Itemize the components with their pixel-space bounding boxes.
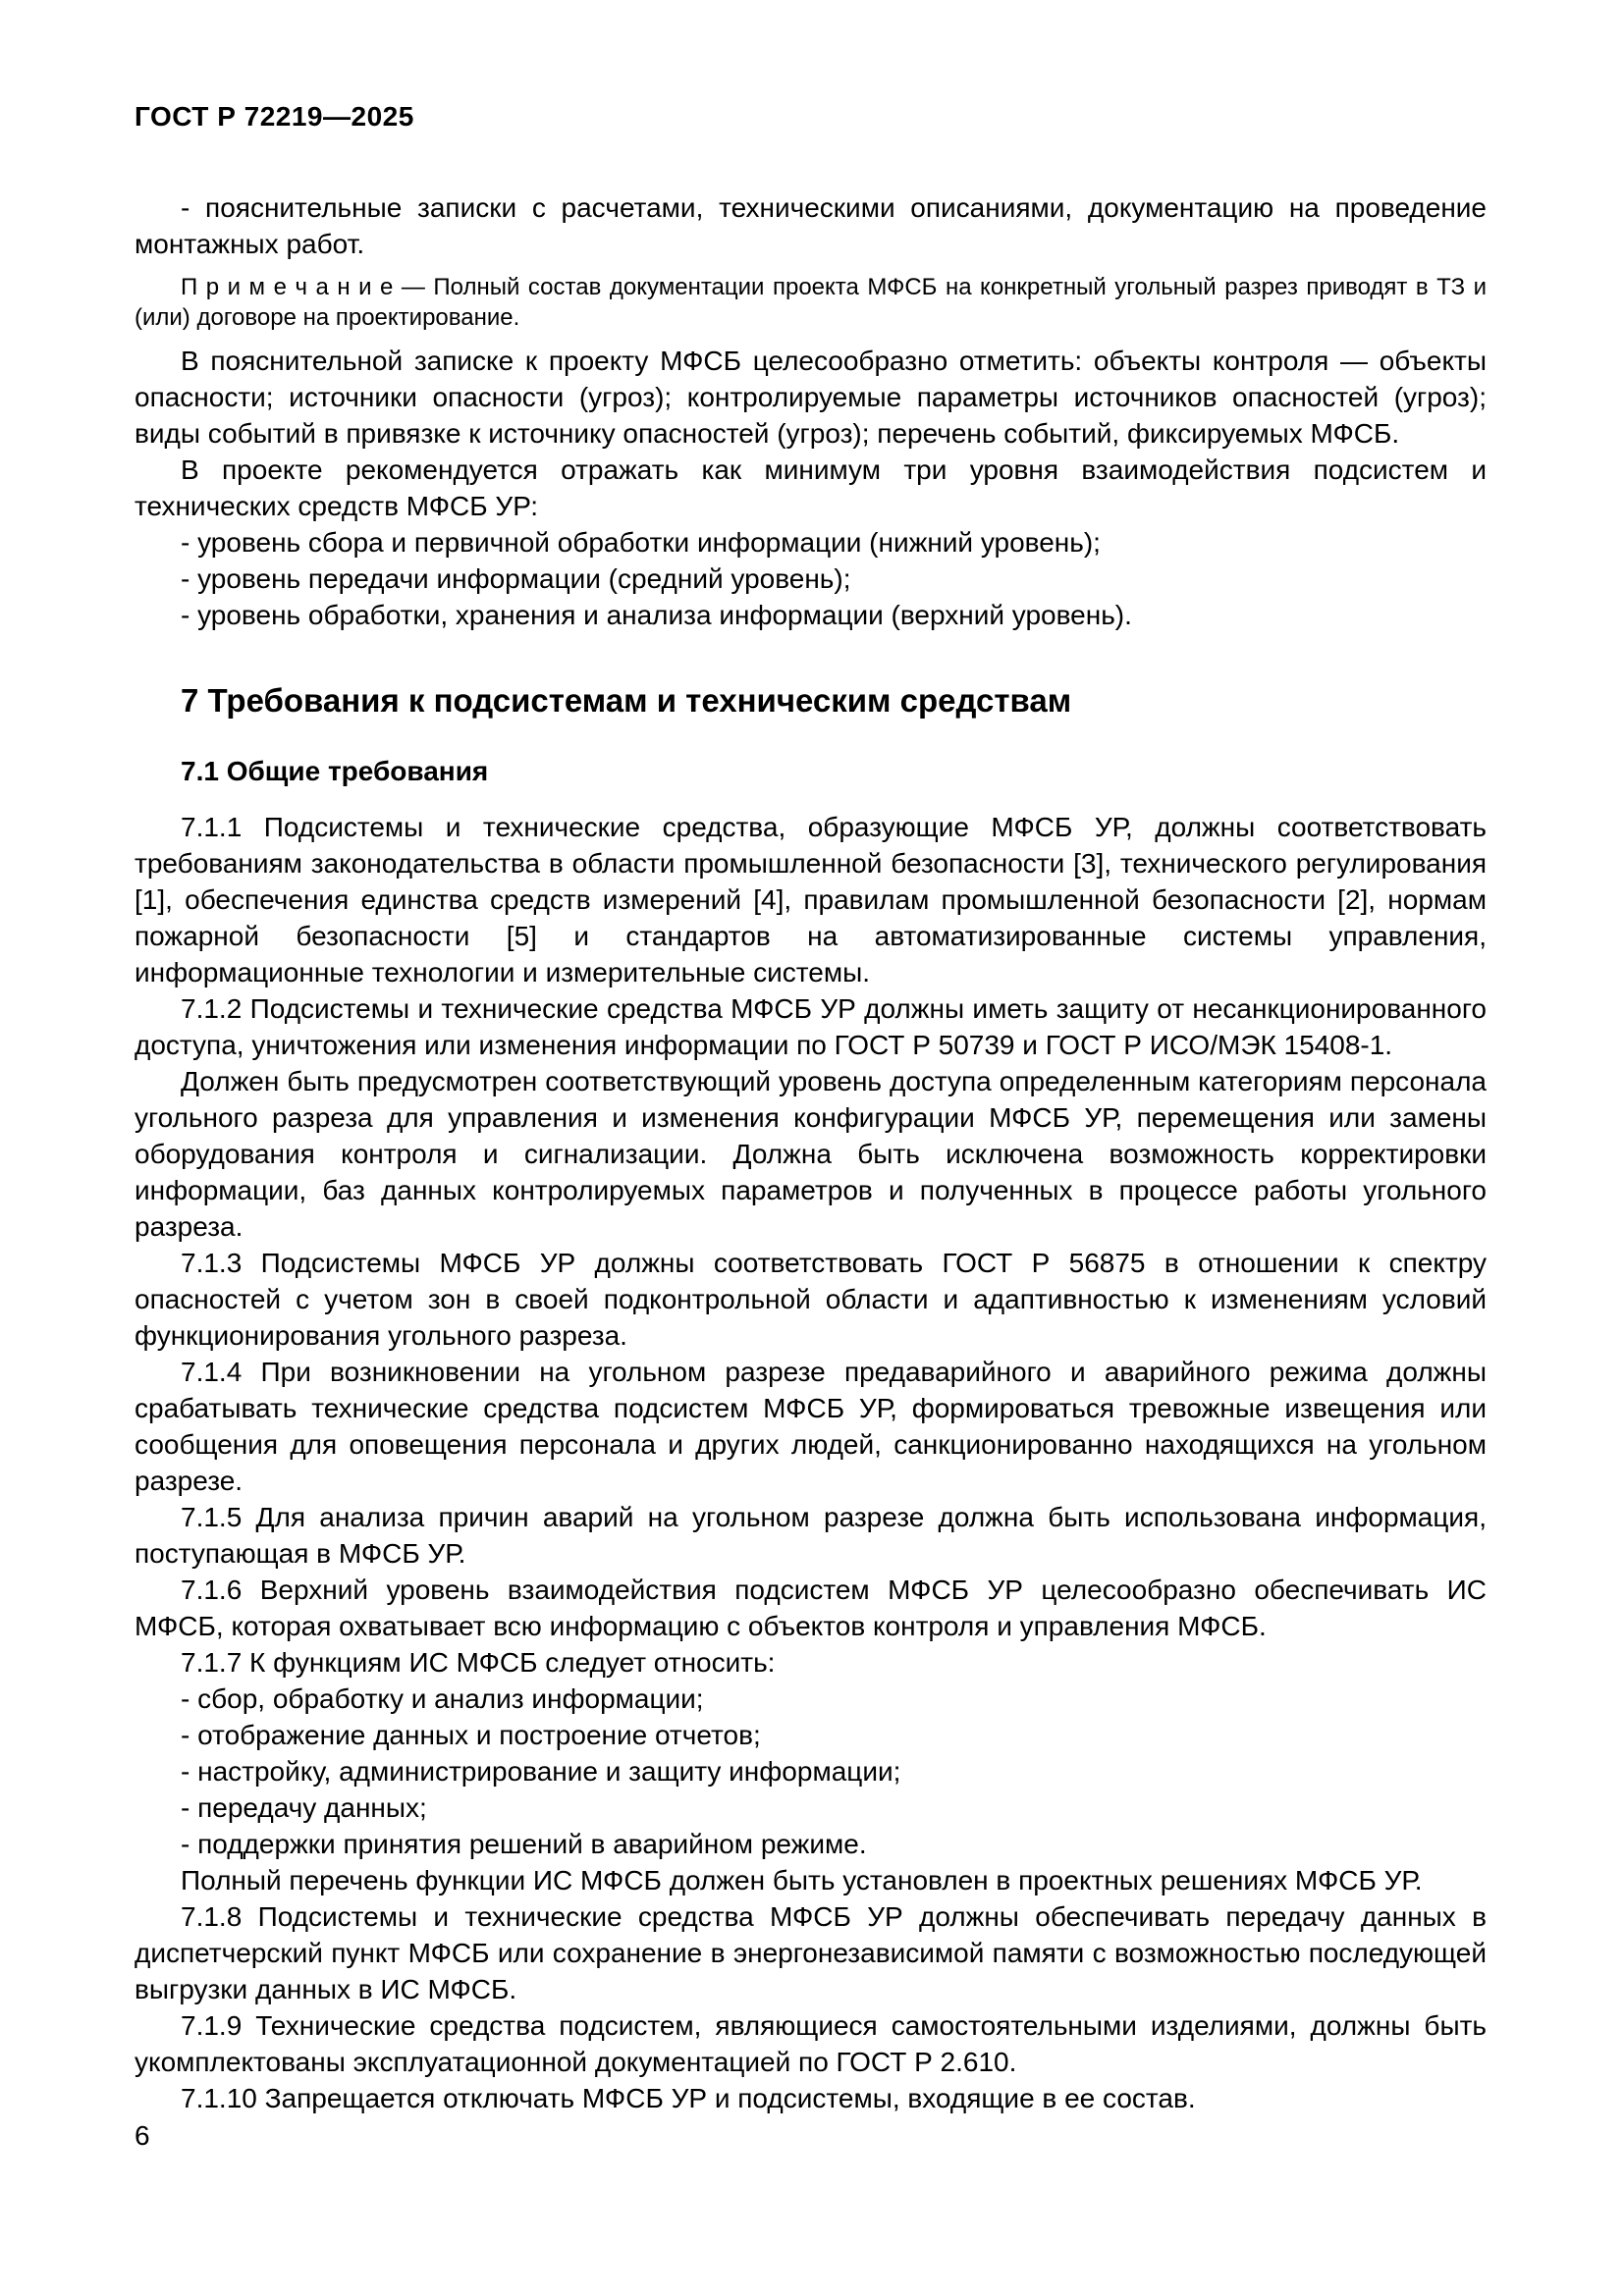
paragraph-7-1-5: 7.1.5 Для анализа причин аварий на угольном разрезе должна быть использована информация, поступающая в МФСБ УР. [135,1502,1487,1569]
list-item-function-display: - отображение данных и построение отчетов; [181,1720,761,1750]
paragraph-7-1-3: 7.1.3 Подсистемы МФСБ УР должны соответствовать ГОСТ Р 56875 в отношении к спектру опасностей с учетом зон в своей подконтрольной области и адаптивностью к изменениям условий функционирования угольного разреза. [135,1248,1487,1351]
paragraph-7-1-6: 7.1.6 Верхний уровень взаимодействия подсистем МФСБ УР целесообразно обеспечивать ИС МФСБ, которая охватывает всю информацию с объектов контроля и управления МФСБ. [135,1575,1487,1641]
paragraph-7-1-4: 7.1.4 При возникновении на угольном разрезе предаварийного и аварийного режима должны срабатывать технические средства подсистем МФСБ УР, формироваться тревожные извещения или сообщения для оповещения персонала и других людей, санкционированно находящихся на угольном разрезе. [135,1357,1487,1496]
paragraph-levels-intro: В проекте рекомендуется отражать как минимум три уровня взаимодействия подсистем и технических средств МФСБ УР: [135,454,1487,521]
page-number: 6 [135,2120,150,2151]
section-7-heading: 7 Требования к подсистемам и техническим средствам [181,682,1072,719]
list-item-level-middle: - уровень передачи информации (средний уровень); [181,563,851,594]
subsection-7-1-heading: 7.1 Общие требования [181,756,489,786]
note-paragraph: П р и м е ч а н и е — Полный состав документации проекта МФСБ на конкретный угольный разрез приводят в ТЗ и (или) договоре на проектирование. [135,274,1487,331]
paragraph-7-1-2: 7.1.2 Подсистемы и технические средства МФСБ УР должны иметь защиту от несанкционированного доступа, уничтожения или изменения информации по ГОСТ Р 50739 и ГОСТ Р ИСО/МЭК 15408-1. [135,993,1487,1060]
paragraph-7-1-1: 7.1.1 Подсистемы и технические средства, образующие МФСБ УР, должны соответствовать требованиям законодательства в области промышленной безопасности [3], технического регулирования [1], обеспечения единства средств измерений [4], правилам промышленной безопасности [2], нормам пожарной безопасности [5] и стандартов на автоматизированные системы управления, информационные технологии и измерительные системы. [135,812,1487,988]
paragraph-7-1-9: 7.1.9 Технические средства подсистем, являющиеся самостоятельными изделиями, должны быть укомплектованы эксплуатационной документацией по ГОСТ Р 2.610. [135,2010,1487,2077]
list-item-function-collect: - сбор, обработку и анализ информации; [181,1683,704,1714]
paragraph-7-1-7: 7.1.7 К функциям ИС МФСБ следует относить: [181,1647,776,1678]
paragraph-7-1-2-access: Должен быть предусмотрен соответствующий уровень доступа определенным категориям персонала угольного разреза для управления и изменения конфигурации МФСБ УР, перемещения или замены оборудования контроля и сигнализации. Должна быть исключена возможность корректировки информации, баз данных контролируемых параметров и полученных в процессе работы угольного разреза. [135,1066,1487,1242]
paragraph-explanatory-note: В пояснительной записке к проекту МФСБ целесообразно отметить: объекты контроля — объекты опасности; источники опасности (угроз); контролируемые параметры источников опасностей (угроз); виды событий в привязке к источнику опасностей (угроз); перечень событий, фиксируемых МФСБ. [135,346,1487,449]
list-item-level-upper: - уровень обработки, хранения и анализа информации (верхний уровень). [181,600,1132,630]
paragraph-7-1-8: 7.1.8 Подсистемы и технические средства МФСБ УР должны обеспечивать передачу данных в диспетчерский пункт МФСБ или сохранение в энергонезависимой памяти с возможностью последующей выгрузки данных в ИС МФСБ. [135,1901,1487,2004]
list-item-function-admin: - настройку, администрирование и защиту информации; [181,1756,901,1787]
list-item-function-transfer: - передачу данных; [181,1792,427,1823]
list-item-function-decision: - поддержки принятия решений в аварийном режиме. [181,1829,867,1859]
paragraph-continuation-item: - пояснительные записки с расчетами, техническими описаниями, документацию на проведение монтажных работ. [135,192,1487,259]
paragraph-7-1-7-final: Полный перечень функции ИС МФСБ должен быть установлен в проектных решениях МФСБ УР. [181,1865,1423,1896]
running-header-doc-number: ГОСТ Р 72219—2025 [135,101,414,132]
list-item-level-lower: - уровень сбора и первичной обработки информации (нижний уровень); [181,527,1101,558]
paragraph-7-1-10: 7.1.10 Запрещается отключать МФСБ УР и подсистемы, входящие в ее состав. [181,2083,1196,2113]
